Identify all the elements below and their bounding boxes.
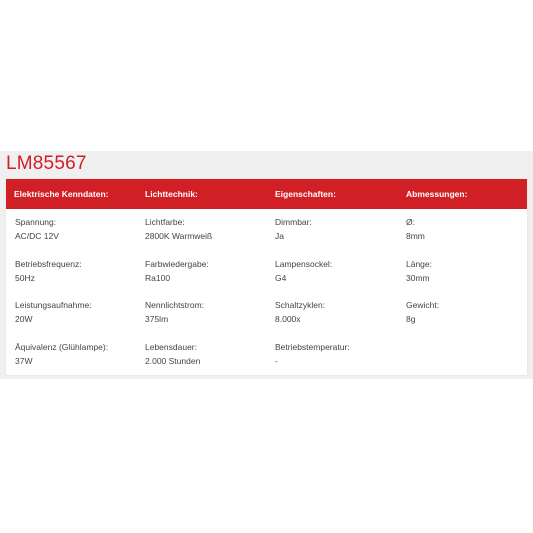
spec-item — [145, 340, 200, 368]
spec-item — [406, 298, 439, 326]
spec-label: Lampensockel: — [275, 259, 333, 269]
spec-item — [406, 215, 425, 243]
header-dimensions: Abmessungen: — [406, 189, 468, 199]
spec-label: Lebensdauer: — [145, 342, 197, 352]
spec-label: Leistungsaufnahme: — [15, 300, 92, 310]
spec-item — [275, 298, 325, 326]
spec-item — [145, 257, 209, 285]
header-properties: Eigenschaften: — [275, 189, 336, 199]
spec-value: Ra100 — [145, 273, 171, 283]
product-code: LM85567 — [6, 153, 87, 174]
spec-value: 8g — [406, 314, 416, 324]
spec-label: Länge: — [406, 259, 432, 269]
spec-label: Schaltzyklen: — [275, 300, 326, 310]
spec-value: 20W — [15, 314, 33, 324]
spec-label: Gewicht: — [406, 300, 440, 310]
spec-table-header — [6, 179, 527, 209]
spec-label: Betriebsfrequenz: — [15, 259, 82, 269]
spec-item — [15, 257, 82, 285]
spec-value: 30mm — [406, 273, 430, 283]
spec-label: Nennlichtstrom: — [145, 300, 205, 310]
spec-label: Betriebstemperatur: — [275, 342, 350, 352]
spec-value: 2.000 Stunden — [145, 356, 201, 366]
spec-label: Ø: — [406, 217, 415, 227]
spec-value: - — [275, 356, 278, 366]
spec-item — [275, 215, 312, 243]
spec-item — [15, 298, 92, 326]
spec-table — [6, 179, 527, 375]
spec-value: 375lm — [145, 314, 169, 324]
spec-item — [275, 340, 350, 368]
spec-value: 37W — [15, 356, 33, 366]
spec-value: 2800K Warmweiß — [145, 231, 213, 241]
spec-value: 8.000x — [275, 314, 301, 324]
spec-label: Farbwiedergabe: — [145, 259, 209, 269]
header-electrical: Elektrische Kenndaten: — [14, 189, 109, 199]
spec-item — [275, 257, 332, 285]
spec-value: G4 — [275, 273, 287, 283]
spec-item — [145, 215, 212, 243]
spec-value: 50Hz — [15, 273, 35, 283]
spec-label: Äquivalenz (Glühlampe): — [15, 342, 109, 352]
spec-label: Dimmbar: — [275, 217, 312, 227]
spec-value: 8mm — [406, 231, 425, 241]
spec-item — [145, 298, 204, 326]
spec-item — [406, 257, 432, 285]
header-lighting: Lichttechnik: — [145, 189, 198, 199]
spec-value: AC/DC 12V — [15, 231, 59, 241]
spec-item — [15, 340, 108, 368]
spec-label: Lichtfarbe: — [145, 217, 185, 227]
spec-item — [15, 215, 59, 243]
spec-label: Spannung: — [15, 217, 57, 227]
spec-value: Ja — [275, 231, 284, 241]
